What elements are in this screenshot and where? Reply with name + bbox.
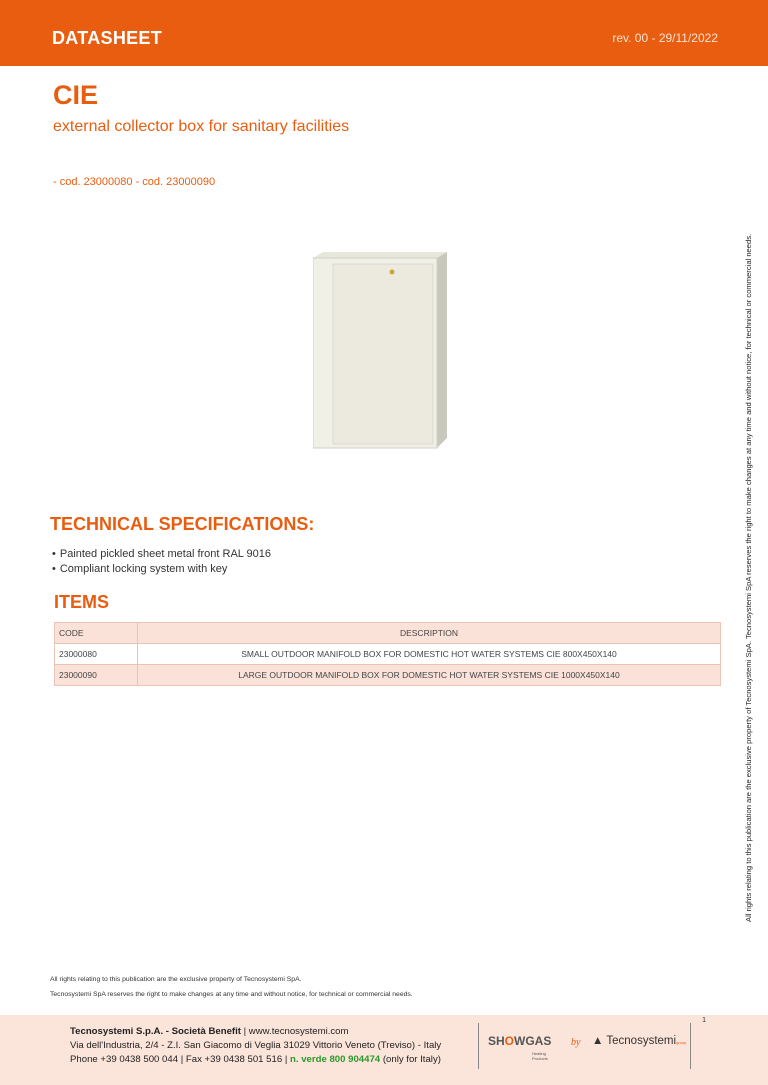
website-link[interactable]: www.tecnosystemi.com [248, 1026, 349, 1037]
specs-title: TECHNICAL SPECIFICATIONS: [50, 514, 315, 534]
product-subtitle: external collector box for sanitary facilities [53, 118, 350, 135]
column-header-code: CODE [55, 623, 138, 644]
column-header-description: DESCRIPTION [138, 623, 721, 644]
phone-number: Phone +39 0438 500 044 [70, 1054, 179, 1065]
company-name: Tecnosystemi S.p.A. - Società Benefit [70, 1026, 241, 1037]
product-image [313, 252, 447, 450]
showgas-logo: SHOWGAS Heating Products [488, 1034, 552, 1061]
spec-item: • Painted pickled sheet metal front RAL 9016 [52, 547, 271, 562]
company-address: Via dell'Industria, 2/4 - Z.I. San Giacomo di Veglia 31029 Vittorio Veneto (Treviso) - Italy [70, 1040, 442, 1051]
toll-free-note: (only for Italy) [380, 1054, 441, 1065]
company-address-block [70, 1025, 441, 1067]
separator: | [178, 1054, 186, 1065]
divider [478, 1023, 479, 1069]
table-row [55, 665, 721, 686]
toll-free-number: n. verde 800 904474 [290, 1054, 381, 1065]
revision-date: rev. 00 - 29/11/2022 [612, 31, 718, 45]
page-number: 1 [702, 1017, 706, 1024]
row-code: 23000090 [55, 665, 138, 686]
table-header-row [55, 623, 721, 644]
items-title: ITEMS [54, 592, 110, 612]
by-label: by [571, 1037, 581, 1048]
header-bar [0, 0, 768, 66]
legal-notice [50, 972, 413, 1002]
key-lock-icon [390, 270, 395, 275]
separator: | [282, 1054, 290, 1065]
datasheet-title: DATASHEET [52, 28, 163, 48]
side-copyright-note: All rights relating to this publication are the exclusive property of Tecnosystemi SpA. Tecnosystemi SpA reserves the right to make changes at any time and without notice, for technical or commercial needs. [744, 233, 753, 922]
product-codes: - cod. 23000080 - cod. 23000090 [53, 176, 216, 188]
footer [0, 1015, 768, 1085]
separator: | [240, 1026, 249, 1037]
tecnosystemi-logo: ▲ Tecnosystemigroup [592, 1035, 687, 1047]
divider [690, 1023, 691, 1069]
legal-line: All rights relating to this publication are the exclusive property of Tecnosystemi SpA. [50, 976, 302, 983]
row-description: SMALL OUTDOOR MANIFOLD BOX FOR DOMESTIC HOT WATER SYSTEMS CIE 800X450X140 [138, 644, 721, 665]
product-name: CIE [53, 80, 99, 110]
row-description: LARGE OUTDOOR MANIFOLD BOX FOR DOMESTIC HOT WATER SYSTEMS CIE 1000X450X140 [138, 665, 721, 686]
table-row [55, 644, 721, 665]
tecnosystemi-mark-icon: ▲ [592, 1035, 604, 1047]
fax-number: Fax +39 0438 501 516 [185, 1054, 283, 1065]
legal-line: Tecnosystemi SpA reserves the right to make changes at any time and without notice, for technical or commercial needs. [50, 991, 413, 998]
items-table [54, 622, 721, 686]
specs-list [52, 547, 271, 577]
spec-item: • Compliant locking system with key [52, 562, 271, 577]
row-code: 23000080 [55, 644, 138, 665]
